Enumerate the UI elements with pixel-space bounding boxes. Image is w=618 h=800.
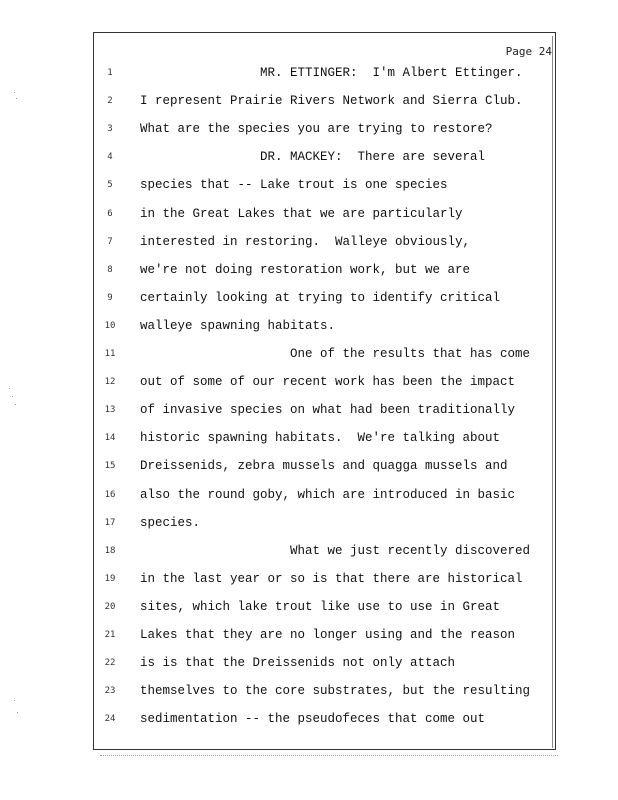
line-text: sedimentation -- the pseudofeces that come out — [140, 712, 486, 727]
line-text: is is that the Dreissenids not only attach — [140, 656, 456, 671]
transcript-line — [95, 91, 550, 111]
line-number: 14 — [104, 433, 116, 444]
line-number: 20 — [104, 601, 116, 612]
line-text: Dreissenids, zebra mussels and quagga mussels and — [140, 459, 508, 474]
line-number: 16 — [104, 489, 116, 500]
transcript-line — [95, 175, 550, 195]
line-number: 3 — [107, 124, 113, 135]
line-number: 19 — [104, 573, 116, 584]
scan-speck — [9, 388, 10, 389]
line-number: 17 — [104, 517, 116, 528]
line-number: 18 — [104, 545, 116, 556]
line-text: MR. ETTINGER: I'm Albert Ettinger. — [140, 66, 523, 80]
line-number: 11 — [104, 349, 116, 359]
line-number: 9 — [107, 292, 113, 303]
line-text: species. — [140, 515, 201, 530]
line-number: 5 — [107, 180, 113, 191]
line-text: historic spawning habitats. We're talking about — [140, 431, 501, 446]
line-text: certainly looking at trying to identify critical — [140, 290, 501, 305]
scan-speck — [15, 404, 16, 405]
transcript-line — [95, 147, 550, 167]
transcript-line — [95, 625, 550, 645]
transcript-line — [95, 316, 550, 336]
line-number: 10 — [104, 320, 116, 331]
transcript-line — [95, 344, 550, 364]
scan-speck — [17, 712, 18, 713]
transcript-line — [95, 372, 550, 392]
transcript-line — [95, 653, 550, 673]
scan-speck — [16, 98, 17, 99]
transcript-line — [95, 597, 550, 617]
transcript-line — [95, 400, 550, 420]
scan-speck — [12, 396, 13, 397]
transcript-line — [95, 288, 550, 308]
transcript-line — [95, 232, 550, 252]
line-number: 21 — [104, 630, 116, 640]
line-text: One of the results that has come — [140, 347, 531, 361]
line-text: sites, which lake trout like use to use in Great — [140, 599, 501, 614]
line-number: 7 — [107, 236, 113, 247]
line-text: in the last year or so is that there are historical — [140, 571, 523, 586]
line-text: out of some of our recent work has been the impact — [140, 375, 516, 390]
line-number: 15 — [104, 461, 116, 472]
line-number: 22 — [104, 658, 116, 669]
line-number: 12 — [104, 377, 116, 388]
line-text: I represent Prairie Rivers Network and Sierra Club. — [140, 94, 523, 109]
line-text: What are the species you are trying to restore? — [140, 122, 493, 137]
transcript-line — [95, 513, 550, 533]
transcript-line — [95, 541, 550, 561]
line-text: What we just recently discovered — [140, 543, 531, 558]
line-text: Lakes that they are no longer using and the reason — [140, 628, 516, 642]
line-text: DR. MACKEY: There are several — [140, 150, 486, 165]
line-text: of invasive species on what had been traditionally — [140, 403, 516, 418]
line-number: 4 — [107, 152, 113, 163]
page-number: Page 24 — [505, 45, 552, 58]
transcript-line — [95, 204, 550, 224]
transcript-line — [95, 456, 550, 476]
transcript-line — [95, 63, 550, 83]
transcript-line — [95, 119, 550, 139]
bottom-rule — [100, 755, 558, 757]
transcript-line — [95, 260, 550, 280]
scan-speck — [14, 700, 15, 701]
transcript-line — [95, 485, 550, 505]
line-number: 1 — [107, 68, 113, 78]
line-number: 6 — [107, 208, 113, 219]
transcript-line — [95, 709, 550, 729]
line-text: in the Great Lakes that we are particularly — [140, 206, 463, 221]
line-number: 24 — [104, 714, 116, 725]
line-number: 8 — [107, 264, 113, 275]
line-number: 2 — [107, 96, 113, 107]
line-text: themselves to the core substrates, but the resulting — [140, 684, 531, 699]
line-text: also the round goby, which are introduced in basic — [140, 487, 516, 502]
line-number: 13 — [104, 405, 116, 416]
line-number: 23 — [104, 686, 116, 697]
line-text: we're not doing restoration work, but we are — [140, 262, 471, 277]
line-text: walleye spawning habitats. — [140, 318, 336, 333]
transcript-line — [95, 681, 550, 701]
scan-speck — [14, 92, 15, 93]
transcript-line — [95, 428, 550, 448]
line-text: interested in restoring. Walleye obviously, — [140, 234, 471, 249]
page-border-right-rule — [552, 36, 553, 748]
transcript-line — [95, 569, 550, 589]
line-text: species that -- Lake trout is one species — [140, 178, 448, 193]
